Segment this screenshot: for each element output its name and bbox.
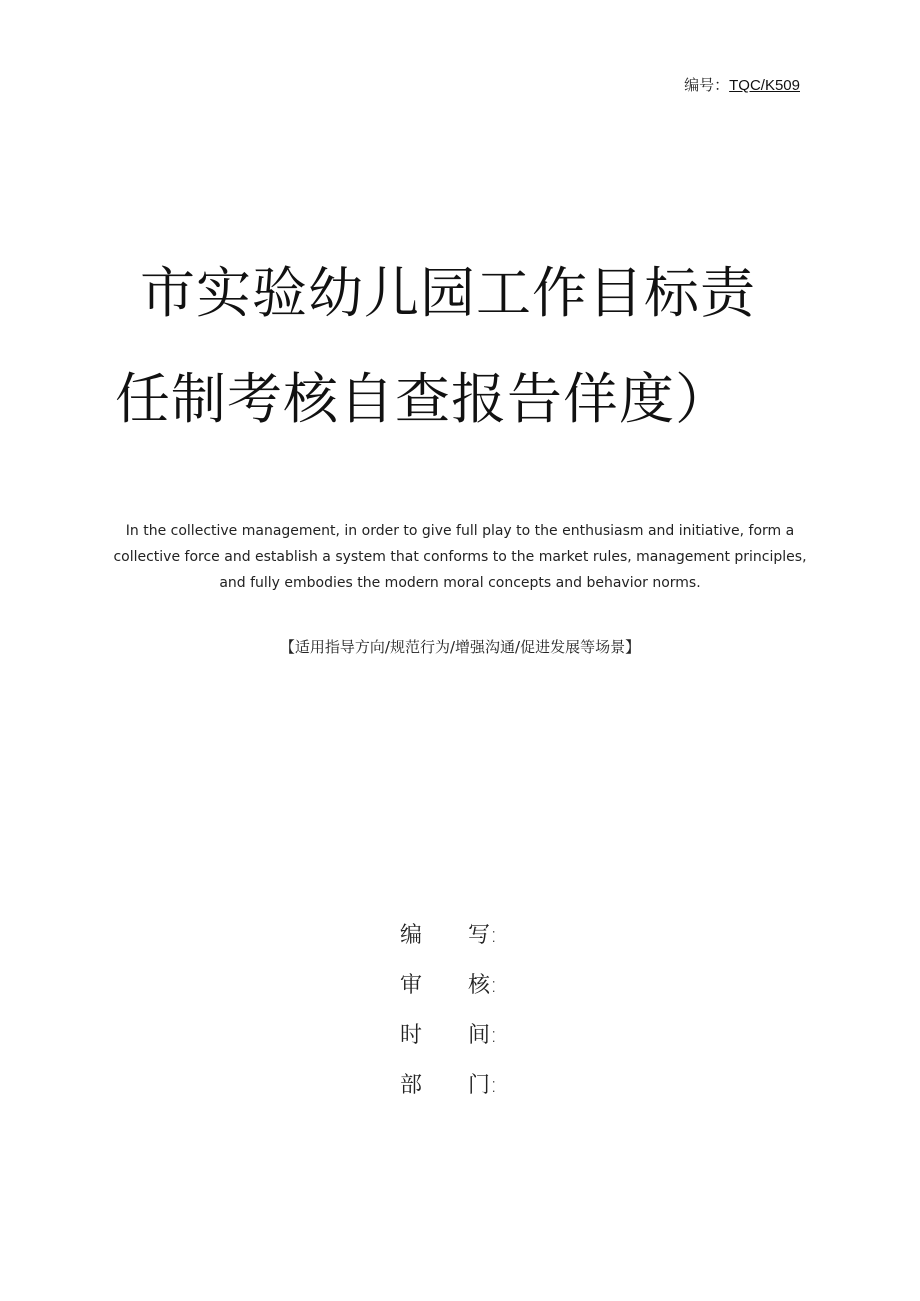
signoff-row-time xyxy=(400,1008,600,1058)
document-number xyxy=(684,74,800,95)
signoff-label-char: 间: xyxy=(468,1022,498,1048)
signoff-label-char: 部 xyxy=(400,1072,423,1098)
document-number-label: 编号： xyxy=(684,76,730,94)
signoff-label-char: 时 xyxy=(400,1022,423,1048)
document-title-line-1: 市实验幼儿园工作目标责 xyxy=(140,261,757,325)
signoff-row-department xyxy=(400,1058,600,1108)
signoff-label-char: 核: xyxy=(468,972,498,998)
signoff-label-char: 门: xyxy=(468,1072,498,1098)
english-intro-paragraph: In the collective management, in order to give full play to the enthusiasm and initiative, form a collective force and establish a system that conforms to the market rules, management principles, and fully embodies the modern moral concepts and behavior norms. xyxy=(113,523,807,591)
signoff-block xyxy=(400,908,600,1108)
signoff-row-author xyxy=(400,908,600,958)
signoff-row-reviewer xyxy=(400,958,600,1008)
scenario-tag: 【适用指导方向/规范行为/增强沟通/促进发展等场景】 xyxy=(279,638,641,656)
signoff-label-char: 写: xyxy=(468,922,498,948)
document-title-line-2: 任制考核自查报告佯度） xyxy=(115,367,732,431)
document-number-code: TQC/K509 xyxy=(729,77,800,94)
signoff-label-char: 审 xyxy=(400,972,423,998)
signoff-label-char: 编 xyxy=(400,922,423,948)
